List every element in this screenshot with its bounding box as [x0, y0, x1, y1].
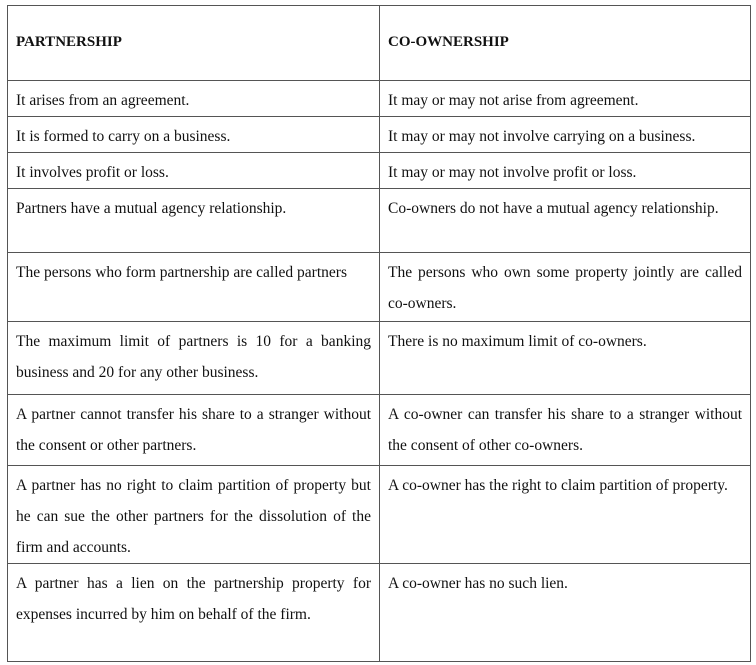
table-row	[8, 153, 751, 189]
partnership-cell: The maximum limit of partners is 10 for a banking business and 20 for any other business.	[8, 322, 380, 395]
co-ownership-cell: The persons who own some property jointly are called co-owners.	[380, 253, 751, 322]
co-ownership-cell: It may or may not involve carrying on a business.	[380, 117, 751, 153]
co-ownership-cell: A co-owner has no such lien.	[380, 564, 751, 662]
partnership-cell: A partner has a lien on the partnership property for expenses incurred by him on behalf of the firm.	[8, 564, 380, 662]
co-ownership-cell: It may or may not arise from agreement.	[380, 81, 751, 117]
co-ownership-cell: There is no maximum limit of co-owners.	[380, 322, 751, 395]
partnership-cell: It arises from an agreement.	[8, 81, 380, 117]
co-ownership-cell: A co-owner can transfer his share to a stranger without the consent of other co-owners.	[380, 395, 751, 466]
table-row	[8, 322, 751, 395]
comparison-table	[7, 5, 751, 662]
table-row	[8, 117, 751, 153]
partnership-cell: It is formed to carry on a business.	[8, 117, 380, 153]
co-ownership-cell: A co-owner has the right to claim partition of property.	[380, 466, 751, 564]
partnership-cell: The persons who form partnership are called partners	[8, 253, 380, 322]
table-row	[8, 564, 751, 662]
partnership-cell: Partners have a mutual agency relationship.	[8, 189, 380, 253]
co-ownership-cell: It may or may not involve profit or loss.	[380, 153, 751, 189]
partnership-cell: A partner has no right to claim partition of property but he can sue the other partners for the dissolution of the firm and accounts.	[8, 466, 380, 564]
table-row	[8, 466, 751, 564]
header-row	[8, 6, 751, 81]
table-row	[8, 81, 751, 117]
table-row	[8, 253, 751, 322]
partnership-cell: It involves profit or loss.	[8, 153, 380, 189]
header-co-ownership: CO-OWNERSHIP	[380, 6, 751, 81]
header-partnership: PARTNERSHIP	[8, 6, 380, 81]
co-ownership-cell: Co-owners do not have a mutual agency relationship.	[380, 189, 751, 253]
table-row	[8, 189, 751, 253]
table-row	[8, 395, 751, 466]
partnership-cell: A partner cannot transfer his share to a stranger without the consent or other partners.	[8, 395, 380, 466]
